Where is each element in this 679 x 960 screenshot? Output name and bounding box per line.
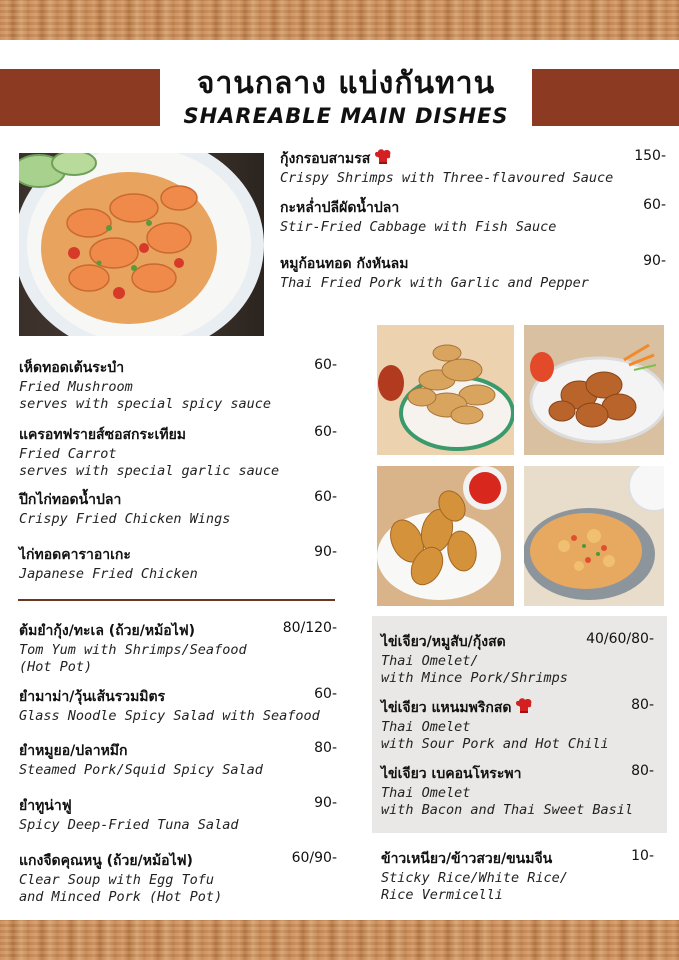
wood-border-bottom — [0, 920, 679, 960]
photo-fried-chicken — [524, 325, 664, 455]
item-english-name: Stir-Fried Cabbage with Fish Sauce — [280, 219, 557, 235]
menu-item-clear-soup — [19, 850, 337, 906]
menu-item-omelet-sour-pork — [381, 697, 654, 753]
item-price: 80- — [314, 740, 337, 756]
item-price: 60- — [314, 424, 337, 440]
menu-item-fried-mushroom — [19, 357, 337, 413]
item-english-name: Thai Omelet — [381, 719, 471, 735]
item-english-name: Fried Carrot — [19, 446, 117, 462]
header-band-right — [532, 69, 679, 126]
photo-shrimp — [19, 153, 264, 336]
item-price: 90- — [314, 544, 337, 560]
item-english-note: (Hot Pot) — [19, 659, 93, 675]
photo-fried-mushroom — [377, 325, 514, 455]
item-english-name: Crispy Shrimps with Three-flavoured Sauce — [280, 170, 614, 186]
item-price: 10- — [631, 848, 654, 864]
item-english-name: Thai Omelet/ — [381, 653, 479, 669]
item-english-name: Crispy Fried Chicken Wings — [19, 511, 231, 527]
item-english-name: Thai Omelet — [381, 785, 471, 801]
item-english-name: Tom Yum with Shrimps/Seafood — [19, 642, 247, 658]
item-thai-name: ไก่ทอดคาราอาเกะ — [19, 547, 131, 563]
item-english-note: and Minced Pork (Hot Pot) — [19, 889, 223, 905]
item-english-note: with Mince Pork/Shrimps — [381, 670, 568, 686]
item-price: 60- — [643, 197, 666, 213]
item-price: 60- — [314, 489, 337, 505]
menu-item-omelet-pork-shrimp — [381, 631, 654, 687]
menu-item-glass-noodle-salad — [19, 686, 337, 725]
photo-thai-omelet — [524, 466, 664, 606]
item-price: 60- — [314, 686, 337, 702]
item-english-name: Japanese Fried Chicken — [19, 566, 198, 582]
chef-hat-icon — [515, 698, 533, 718]
item-price: 60- — [314, 357, 337, 373]
photo-chicken-wings — [377, 466, 514, 606]
item-thai-name: ยำทูน่าฟู — [19, 798, 72, 814]
item-english-note: Rice Vermicelli — [381, 887, 503, 903]
item-price: 80- — [631, 697, 654, 713]
item-thai-name: ข้าวเหนียว/ข้าวสวย/ขนมจีน — [381, 851, 553, 867]
menu-item-tom-yum — [19, 620, 337, 676]
item-price: 80/120- — [282, 620, 337, 636]
menu-item-stir-fried-cabbage — [280, 197, 666, 236]
item-thai-name: กะหล่ำปลีผัดน้ำปลา — [280, 200, 400, 216]
menu-item-fried-carrot — [19, 424, 337, 480]
menu-item-karaage — [19, 544, 337, 583]
item-thai-name: แครอทฟรายส์ซอสกระเทียม — [19, 427, 187, 443]
item-english-name: Thai Fried Pork with Garlic and Pepper — [280, 275, 589, 291]
menu-item-crispy-shrimps — [280, 148, 666, 187]
item-thai-name: แกงจืดคุณหนู (ถ้วย/หม้อไฟ) — [19, 853, 193, 869]
item-price: 90- — [314, 795, 337, 811]
item-english-note: serves with special spicy sauce — [19, 396, 271, 412]
menu-item-pork-squid-salad — [19, 740, 337, 779]
item-english-name: Steamed Pork/Squid Spicy Salad — [19, 762, 263, 778]
section-divider — [18, 599, 335, 601]
menu-item-tuna-salad — [19, 795, 337, 834]
item-price: 40/60/80- — [586, 631, 654, 647]
item-thai-name: ปีกไก่ทอดน้ำปลา — [19, 492, 122, 508]
title-english: SHAREABLE MAIN DISHES — [183, 104, 509, 128]
item-thai-name: ไข่เจียว แหนมพริกสด — [381, 700, 512, 716]
item-thai-name: ต้มยำกุ้ง/ทะเล (ถ้วย/หม้อไฟ) — [19, 623, 196, 639]
item-price: 60/90- — [291, 850, 337, 866]
item-thai-name: กุ้งกรอบสามรส — [280, 151, 371, 167]
item-english-name: Fried Mushroom — [19, 379, 133, 395]
item-thai-name: ไข่เจียว เบคอนโหระพา — [381, 766, 522, 782]
item-price: 150- — [634, 148, 666, 164]
item-price: 90- — [643, 253, 666, 269]
item-english-name: Glass Noodle Spicy Salad with Seafood — [19, 708, 320, 724]
wood-border-top — [0, 0, 679, 40]
menu-item-omelet-bacon — [381, 763, 654, 819]
menu-item-rice — [381, 848, 654, 904]
item-english-note: serves with special garlic sauce — [19, 463, 280, 479]
item-english-name: Clear Soup with Egg Tofu — [19, 872, 215, 888]
title-thai: จานกลาง แบ่งกันทาน — [196, 66, 496, 101]
item-english-note: with Bacon and Thai Sweet Basil — [381, 802, 633, 818]
item-thai-name: ยำหมูยอ/ปลาหมึก — [19, 743, 128, 759]
item-english-name: Spicy Deep-Fried Tuna Salad — [19, 817, 239, 833]
item-price: 80- — [631, 763, 654, 779]
item-english-note: with Sour Pork and Hot Chili — [381, 736, 609, 752]
item-thai-name: หมูก้อนทอด กังหันลม — [280, 256, 409, 272]
item-thai-name: ยำมาม่า/วุ้นเส้นรวมมิตร — [19, 689, 166, 705]
item-thai-name: ไข่เจียว/หมูสับ/กุ้งสด — [381, 634, 506, 650]
header-band-left — [0, 69, 160, 126]
chef-hat-icon — [374, 149, 392, 169]
item-thai-name: เห็ดทอดเต้นระบำ — [19, 360, 125, 376]
menu-item-chicken-wings — [19, 489, 337, 528]
item-english-name: Sticky Rice/White Rice/ — [381, 870, 568, 886]
menu-item-thai-fried-pork — [280, 253, 666, 292]
